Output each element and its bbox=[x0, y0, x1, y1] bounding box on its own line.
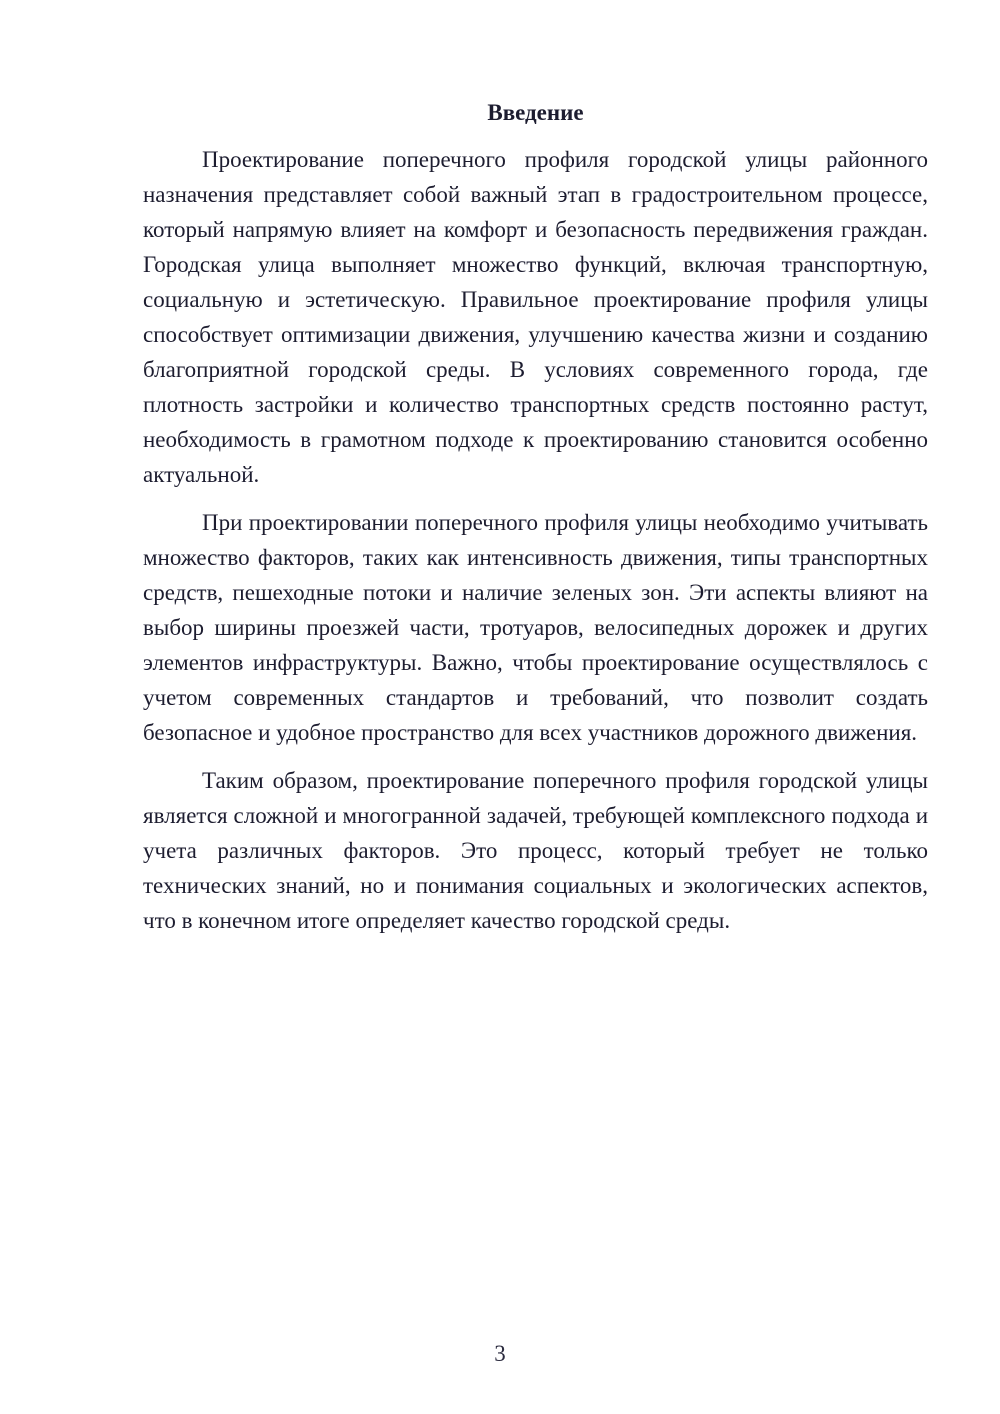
paragraph: При проектировании поперечного профиля улицы необходимо учитывать множество факторов, таких как интенсивность движения, типы транспортных средств, пешеходные потоки и наличие зеленых зон. Эти аспекты влияют на выбор ширины проезжей части, тротуаров, велосипедных дорожек и других элементов инфраструктуры. Важно, чтобы проектирование осуществлялось с учетом современных стандартов и требований, что позволит создать безопасное и удобное пространство для всех участников дорожного движения. bbox=[143, 510, 928, 745]
section-heading: Введение bbox=[487, 100, 584, 125]
paragraph: Проектирование поперечного профиля городской улицы районного назначения представляет собой важный этап в градостроительном процессе, который напрямую влияет на комфорт и безопасность передвижения граждан. Городская улица выполняет множество функций, включая транспортную, социальную и эстетическую. Правильное проектирование профиля улицы способствует оптимизации движения, улучшению качества жизни и созданию благоприятной городской среды. В условиях современного города, где плотность застройки и количество транспортных средств постоянно растут, необходимость в грамотном подходе к проектированию становится особенно актуальной. bbox=[143, 147, 928, 487]
paragraph: Таким образом, проектирование поперечного профиля городской улицы является сложной и многогранной задачей, требующей комплексного подхода и учета различных факторов. Это процесс, который требует не только технических знаний, но и понимания социальных и экологических аспектов, что в конечном итоге определяет качество городской среды. bbox=[143, 768, 928, 933]
page-footer bbox=[0, 1342, 1000, 1366]
page-content bbox=[143, 95, 928, 951]
page-number: 3 bbox=[494, 1341, 506, 1366]
